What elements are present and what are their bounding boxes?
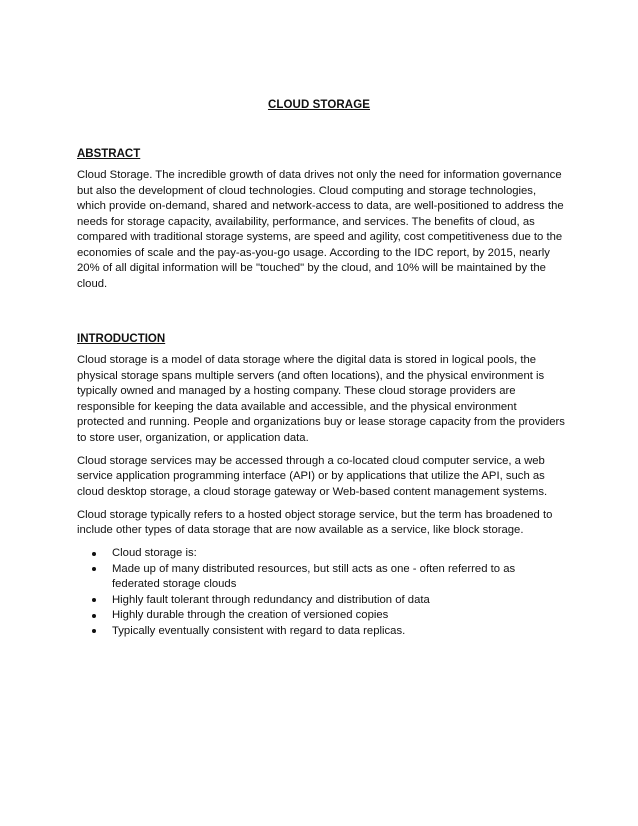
list-item-text: Highly fault tolerant through redundancy and distribution of data	[112, 593, 430, 606]
bullet-icon	[92, 598, 96, 602]
abstract-section	[77, 147, 565, 300]
bullet-list	[77, 546, 565, 639]
list-item	[77, 593, 565, 609]
introduction-section	[77, 332, 565, 639]
introduction-paragraph: Cloud storage typically refers to a hosted object storage service, but the term has broadened to include other types of data storage that are now available as a service, like block storage.	[77, 508, 553, 536]
abstract-heading: ABSTRACT	[77, 148, 141, 160]
abstract-paragraph: Cloud Storage. The incredible growth of data drives not only the need for information governance but also the development of cloud technologies. Cloud computing and storage technologies, which provide on-demand, shared and network-access to data, are well-positioned to address the needs for storage capacity, availability, performance, and services. The benefits of cloud, as compared with traditional storage systems, are speed and agility, cost competitiveness due to the economies of scale and the pay-as-you-go usage. According to the IDC report, by 2015, nearly 20% of all digital information will be "touched" by the cloud, and 10% will be maintained by the cloud.	[77, 169, 564, 290]
introduction-heading: INTRODUCTION	[77, 333, 166, 345]
list-item-text: Cloud storage is:	[112, 547, 197, 559]
introduction-paragraph: Cloud storage is a model of data storage where the digital data is stored in logical pools, the physical storage spans multiple servers (and often locations), and the physical environment is typically owned and managed by a hosting company. These cloud storage providers are responsible for keeping the data available and accessible, and the physical environment protected and running. People and organizations buy or lease storage capacity from the providers to store user, organization, or application data.	[77, 354, 565, 444]
bullet-icon	[92, 552, 96, 556]
list-item-text: Typically eventually consistent with regard to data replicas.	[112, 624, 406, 637]
list-item	[77, 546, 565, 562]
bullet-icon	[92, 614, 96, 618]
list-item-text: Highly durable through the creation of versioned copies	[112, 609, 389, 621]
list-item	[77, 562, 565, 593]
list-item	[77, 624, 565, 640]
document-title: CLOUD STORAGE	[267, 99, 371, 111]
introduction-paragraph: Cloud storage services may be accessed through a co-located cloud computer service, a web service application programming interface (API) or by applications that utilize the API, such as cloud desktop storage, a cloud storage gateway or Web-based content management systems.	[77, 454, 548, 498]
list-item-text: Made up of many distributed resources, but still acts as one - often referred to as federated storage clouds	[112, 562, 516, 590]
list-item	[77, 608, 565, 624]
bullet-icon	[92, 567, 96, 571]
bullet-icon	[92, 629, 96, 633]
